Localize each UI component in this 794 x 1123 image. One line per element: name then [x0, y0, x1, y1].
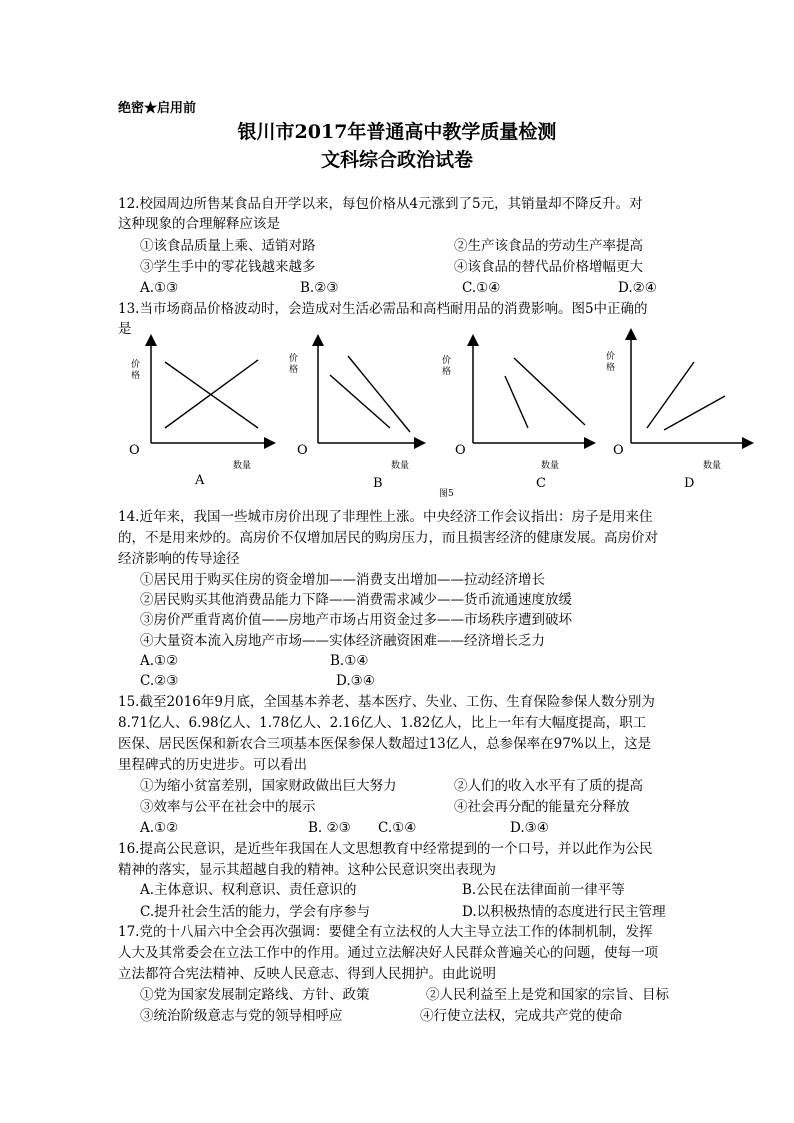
- panel-a-origin: O: [129, 443, 140, 458]
- q14-choice-c: C.②③: [140, 673, 179, 689]
- q15-stem-line4: 里程碑式的历史进步。可以看出: [118, 757, 307, 773]
- q14-stem-line1: 14.近年来，我国一些城市房价出现了非理性上涨。中央经济工作会议指出：房子是用来住: [118, 509, 653, 525]
- panel-c-x-label: 数量: [541, 461, 560, 471]
- q13-stem-line1: 13.当市场商品价格波动时，会造成对生活必需品和高档耐用品的消费影响。图5中正确的: [118, 301, 648, 317]
- q17-option-3: ③统治阶级意志与党的领导相呼应: [140, 1008, 343, 1024]
- curve-d-flat: [664, 396, 725, 430]
- q12-option-2: ②生产该食品的劳动生产率提高: [454, 238, 643, 254]
- panel-d-label: D: [684, 476, 695, 491]
- q16-stem-line2: 精神的落实，显示其超越自我的精神。这种公民意识突出表现为: [118, 862, 496, 878]
- curve-b-upper: [348, 356, 410, 432]
- exam-title: 银川市2017年普通高中教学质量检测: [237, 121, 557, 143]
- curve-c-steep: [505, 376, 528, 428]
- panel-c-y-label: 价格: [442, 356, 452, 377]
- q14-choice-a: A.①②: [140, 653, 179, 669]
- q17-option-4: ④行使立法权，完成共产党的使命: [420, 1008, 623, 1024]
- q12-option-4: ④该食品的替代品价格增幅更大: [454, 259, 643, 275]
- q15-choice-d: D.③④: [510, 820, 549, 836]
- q15-choice-b: B. ②③: [308, 820, 351, 836]
- graph-panel-c: [473, 340, 590, 443]
- q16-stem-line1: 16.提高公民意识，是近些年我国在人文思想教育中经常提到的一个口号，并以此作为公民: [118, 841, 653, 857]
- q12-choice-b: B.②③: [300, 280, 339, 296]
- q15-choice-a: A.①②: [140, 820, 179, 836]
- q14-choice-d: D.③④: [336, 673, 375, 689]
- curve-c-flat: [514, 358, 585, 425]
- q12-stem-line2: 这种现象的合理解释应该是: [118, 216, 280, 232]
- graph-panel-a: [151, 340, 270, 443]
- q15-stem-line3: 医保、居民医保和新农合三项基本医保参保人数超过13亿人，总参保率在97%以上，这是: [118, 736, 652, 752]
- figure-caption: 图5: [439, 489, 454, 499]
- q16-choice-c: C.提升社会生活的能力，学会有序参与: [140, 904, 371, 920]
- q12-option-3: ③学生手中的零花钱越来越多: [140, 259, 316, 275]
- q15-option-2: ②人们的收入水平有了质的提高: [454, 778, 643, 794]
- q12-choice-d: D.②④: [618, 280, 657, 296]
- q16-choice-a: A.主体意识、权利意识、责任意识的: [140, 882, 357, 898]
- panel-b-x-label: 数量: [391, 461, 410, 471]
- q14-stem-line3: 经济影响的传导途径: [118, 551, 240, 567]
- q15-stem-line2: 8.71亿人、6.98亿人、1.78亿人、2.16亿人、1.82亿人，比上一年有大幅度提高，职工: [118, 715, 647, 731]
- q17-stem-line1: 17.党的十八届六中全会再次强调：要健全有立法权的人大主导立法工作的体制机制，发挥: [118, 924, 653, 940]
- q14-option-2: ②居民购买其他消费品能力下降——消费需求减少——货币流通速度放缓: [140, 592, 572, 608]
- panel-d-x-label: 数量: [703, 461, 722, 471]
- q15-option-1: ①为缩小贫富差别，国家财政做出巨大努力: [140, 778, 397, 794]
- graph-panel-b: [318, 340, 420, 443]
- panel-a-x-label: 数量: [233, 461, 252, 471]
- panel-b-label: B: [373, 476, 383, 491]
- q14-choice-b: B.①④: [330, 653, 369, 669]
- q15-stem-line1: 15.截至2016年9月底，全国基本养老、基本医疗、失业、工伤、生育保险参保人数分别为: [118, 694, 655, 710]
- panel-d-origin: O: [613, 443, 624, 458]
- q12-choice-a: A.①③: [140, 280, 179, 296]
- q17-stem-line2: 人大及其常委会在立法工作中的作用。通过立法解决好人民群众普遍关心的问题，使每一项: [118, 945, 658, 961]
- panel-c-label: C: [536, 476, 546, 491]
- q17-option-2: ②人民利益至上是党和国家的宗旨、目标: [426, 987, 669, 1003]
- panel-d-y-label: 价格: [606, 352, 616, 373]
- panel-c-origin: O: [455, 443, 466, 458]
- exam-subtitle: 文科综合政治试卷: [320, 149, 473, 171]
- q17-stem-line3: 立法都符合宪法精神、反映人民意志、得到人民拥护。由此说明: [118, 966, 496, 982]
- panel-b-origin: O: [297, 443, 308, 458]
- q12-stem-line1: 12.校园周边所售某食品自开学以来，每包价格从4元涨到了5元，其销量却不降反升。对: [118, 196, 643, 212]
- q14-option-4: ④大量资本流入房地产市场——实体经济融资困难——经济增长乏力: [140, 633, 545, 649]
- curve-d-steep: [647, 362, 694, 428]
- confidential-mark: 绝密★启用前: [118, 101, 197, 116]
- q15-option-3: ③效率与公平在社会中的展示: [140, 799, 316, 815]
- q14-option-3: ③房价严重背离价值——房地产市场占用资金过多——市场秩序遭到破坏: [140, 612, 572, 628]
- curve-b-lower: [330, 375, 390, 428]
- q16-choice-d: D.以积极热情的态度进行民主管理: [462, 904, 666, 920]
- q17-option-1: ①党为国家发展制定路线、方针、政策: [140, 987, 370, 1003]
- q14-option-1: ①居民用于购买住房的资金增加——消费支出增加——拉动经济增长: [140, 572, 545, 588]
- panel-a-y-label: 价格: [131, 360, 141, 381]
- q12-choice-c: C.①④: [462, 280, 501, 296]
- graph-panel-d: [631, 334, 748, 443]
- panel-b-y-label: 价格: [289, 354, 299, 375]
- q14-stem-line2: 的，不是用来炒的。高房价不仅增加居民的购房压力，而且损害经济的健康发展。高房价对: [118, 530, 658, 546]
- q13-stem-line2: 是: [118, 321, 132, 337]
- q15-choice-c: C.①④: [378, 820, 417, 836]
- panel-a-label: A: [195, 473, 205, 488]
- q16-choice-b: B.公民在法律面前一律平等: [462, 882, 625, 898]
- q12-option-1: ①该食品质量上乘、适销对路: [140, 238, 316, 254]
- q15-option-4: ④社会再分配的能量充分释放: [454, 799, 630, 815]
